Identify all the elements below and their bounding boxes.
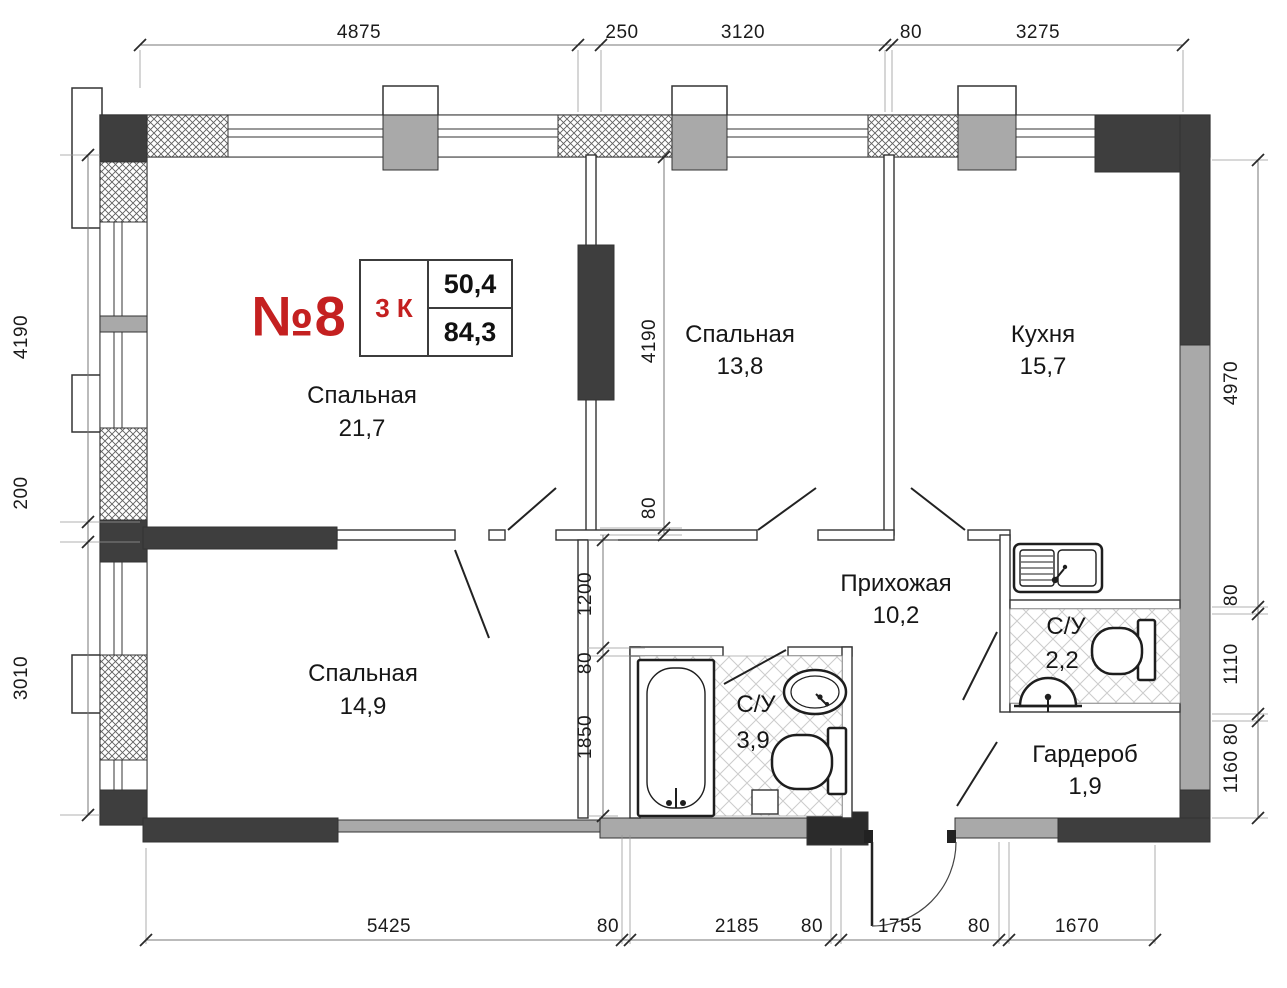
window-left-1 (100, 222, 147, 428)
dim-bottom-5: 1755 (877, 916, 923, 937)
window-top-1 (228, 115, 383, 157)
room-area-wc: 2,2 (1045, 647, 1079, 674)
window-top-2 (438, 115, 558, 157)
dim-right-4: 80 (1221, 722, 1242, 746)
dim-bottom-6: 80 (967, 916, 991, 937)
door-leaf-bedroom-13 (758, 488, 816, 530)
room-label-bedroom-21: Спальная (307, 382, 417, 409)
dim-bottom-7: 1670 (1054, 916, 1100, 937)
shaft-block (578, 245, 614, 400)
room-area-bedroom-14: 14,9 (339, 693, 387, 720)
dim-top-5: 3275 (1015, 22, 1061, 43)
apartment-total-area: 84,3 (443, 316, 497, 347)
dim-right-1: 4970 (1221, 360, 1242, 406)
dim-top-4: 80 (899, 22, 923, 43)
bathroom-niche (752, 790, 778, 814)
room-label-bedroom-14: Спальная (308, 660, 418, 687)
apartment-rooms-type: 3 К (361, 261, 429, 355)
dim-bottom-2: 80 (596, 916, 620, 937)
bathroom-sink (784, 670, 846, 714)
entrance-door (864, 830, 956, 926)
dim-top-2: 250 (605, 22, 639, 43)
dim-bottom-4: 80 (800, 916, 824, 937)
room-area-bedroom-13: 13,8 (716, 353, 764, 380)
room-area-kitchen: 15,7 (1019, 353, 1067, 380)
room-area-wardrobe: 1,9 (1068, 773, 1102, 800)
room-area-bathroom: 3,9 (736, 727, 770, 754)
bathroom-toilet (772, 728, 846, 794)
dim-right-5: 1160 (1221, 750, 1242, 794)
door-leaf-wardrobe (957, 742, 997, 806)
door-leaf-wc (963, 632, 997, 700)
window-top-4 (1016, 115, 1095, 157)
door-leaf-bedroom-14 (455, 550, 489, 638)
dim-inner-lower-2: 80 (575, 651, 596, 675)
room-label-wc: С/У (1046, 613, 1086, 640)
dim-inner-upper-1: 4190 (639, 318, 660, 364)
room-area-hallway: 10,2 (872, 602, 920, 629)
dim-inner-lower-1: 1200 (575, 571, 596, 617)
dim-left-3: 3010 (11, 655, 32, 701)
door-leaf-bedroom-21 (508, 488, 556, 530)
right-wall (1180, 115, 1210, 842)
room-area-bedroom-21: 21,7 (338, 415, 386, 442)
interior-wall-thick (143, 527, 337, 549)
dim-left-2: 200 (11, 476, 32, 510)
bathtub (638, 660, 714, 816)
apartment-living-area: 50,4 (429, 261, 511, 309)
dim-right-2: 80 (1221, 583, 1242, 607)
dim-inner-lower-3: 1850 (575, 714, 596, 760)
dim-bottom-3: 2185 (714, 916, 760, 937)
apartment-info-box (359, 259, 513, 357)
dim-top-3: 3120 (720, 22, 766, 43)
window-left-3 (100, 760, 147, 790)
dim-top-1: 4875 (336, 22, 382, 43)
door-leaf-kitchen (911, 488, 965, 530)
dim-inner-upper-2: 80 (639, 496, 660, 520)
top-wall (100, 115, 1210, 172)
room-label-kitchen: Кухня (1010, 321, 1076, 348)
dim-right-3: 1110 (1221, 643, 1242, 685)
window-left-2 (100, 562, 147, 655)
kitchen-sink (1014, 544, 1102, 592)
room-label-hallway: Прихожая (840, 570, 952, 597)
entrance-door-arc (872, 842, 956, 926)
room-label-wardrobe: Гардероб (1032, 741, 1138, 768)
left-wall (100, 115, 147, 825)
dim-bottom-1: 5425 (366, 916, 412, 937)
window-top-3 (727, 115, 868, 157)
apartment-number: №8 (251, 284, 347, 348)
room-label-bathroom: С/У (736, 691, 776, 718)
dim-left-1: 4190 (11, 314, 32, 360)
room-label-bedroom-13: Спальная (685, 321, 795, 348)
